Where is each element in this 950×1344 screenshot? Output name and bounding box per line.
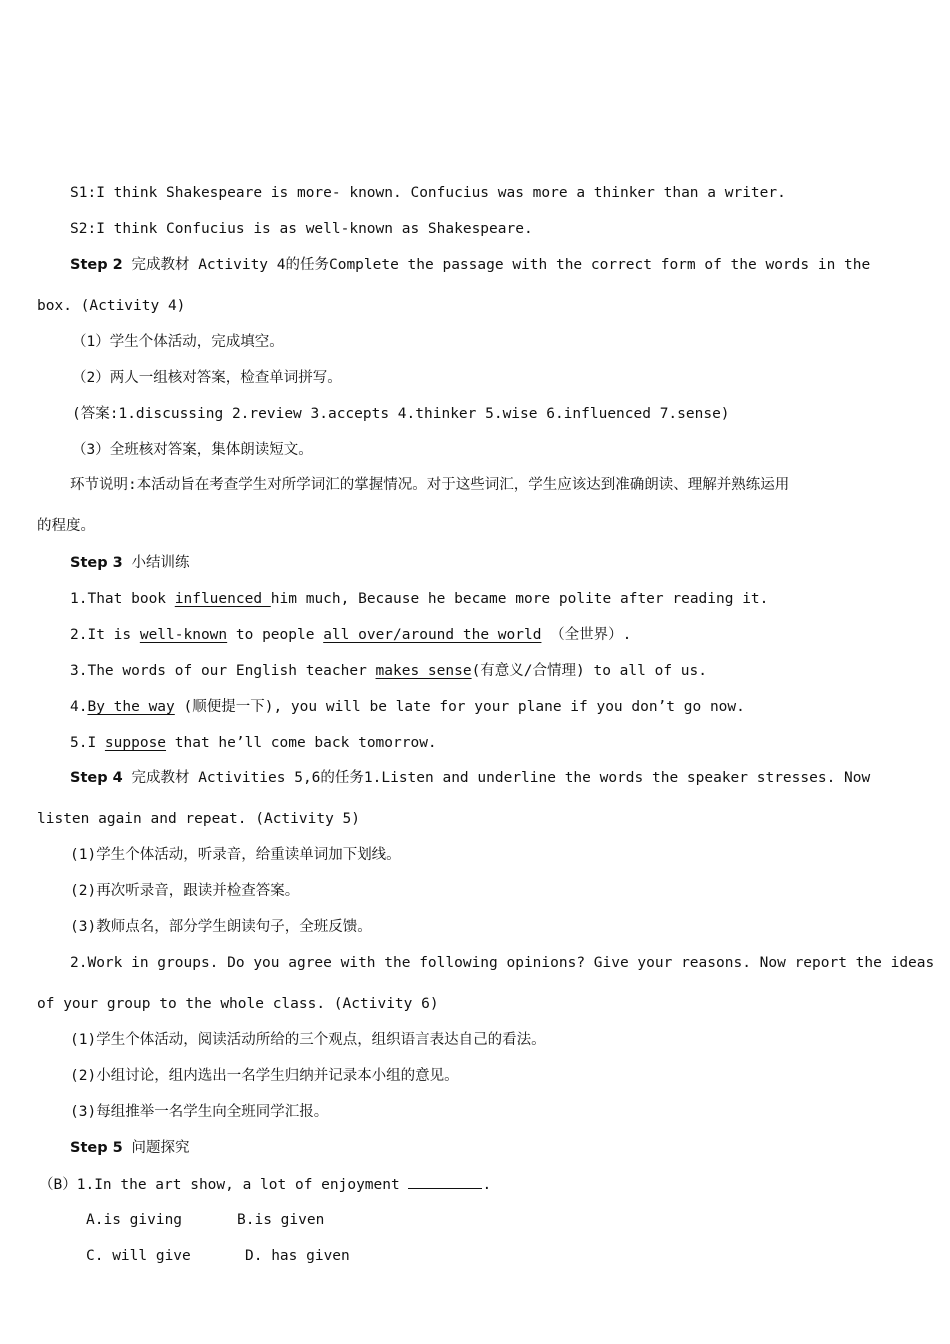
step3-sentence-1: 1.That book influenced him much, Because he became more polite after reading it. [70,591,769,607]
step3-sentence-3: 3.The words of our English teacher makes sense(有意义/合情理) to all of us. [70,663,707,679]
answer-underlined: makes sense [375,663,472,679]
question-1: （B）1.In the art show, a lot of enjoyment . [39,1174,491,1195]
step2-label: Step 2 [70,257,123,273]
step2-note-line2: 的程度。 [37,518,95,534]
step2-answers: (答案:1.discussing 2.review 3.accepts 4.thinker 5.wise 6.influenced 7.sense) [72,406,730,422]
option-c: C. will give [86,1248,191,1264]
step4-item-a1: (1)学生个体活动，听录音，给重读单词加下划线。 [70,847,401,863]
step3-label: Step 3 [70,555,123,571]
answer-underlined: well-known [139,627,228,643]
step5-label: Step 5 [70,1140,123,1156]
step4-line1: 完成教材 Activities 5,6的任务1.Listen and underline the words the speaker stresses. Now [122,770,871,786]
step2-line2: box. (Activity 4) [37,298,186,314]
step3-sentence-4: 4.By the way (顺便提一下), you will be late for your plane if you don’t go now. [70,699,745,715]
step4-item-b1: (1)学生个体活动，阅读活动所给的三个观点，组织语言表达自己的看法。 [70,1032,546,1048]
step4-item-a2: (2)再次听录音，跟读并检查答案。 [70,883,300,899]
option-d: D. has given [245,1248,350,1264]
step4-item-a3: (3)教师点名，部分学生朗读句子，全班反馈。 [70,919,372,935]
step4-heading [70,768,870,788]
answer-underlined: By the way [87,699,175,715]
step4-item-b2: (2)小组讨论，组内选出一名学生归纳并记录本小组的意见。 [70,1068,459,1084]
dialogue-s2: S2:I think Confucius is as well-known as Shakespeare. [70,221,533,237]
step5-title: 问题探究 [131,1140,190,1156]
step2-item-1: （1）学生个体活动，完成填空。 [72,334,284,350]
answer-underlined: all over/around the world [323,627,542,643]
step4-task2-line2: of your group to the whole class. (Activity 6) [37,996,439,1012]
step3-sentence-2: 2.It is well-known to people all over/around the world （全世界）. [70,627,632,643]
step3-heading [70,553,189,573]
option-b: B.is given [237,1212,325,1228]
step2-item-2: （2）两人一组核对答案，检查单词拼写。 [72,370,342,386]
step4-item-b3: (3)每组推举一名学生向全班同学汇报。 [70,1104,329,1120]
option-a: A.is giving [86,1212,183,1228]
step2-item-3: （3）全班核对答案，集体朗读短文。 [72,442,313,458]
step3-title: 小结训练 [131,555,190,571]
answer-blank [408,1174,482,1189]
step2-heading [70,255,870,275]
dialogue-s1: S1:I think Shakespeare is more- known. Confucius was more a thinker than a writer. [70,185,786,201]
step5-heading [70,1138,189,1158]
step2-line1: 完成教材 Activity 4的任务Complete the passage with the correct form of the words in the [122,257,871,273]
step4-task2-line1: 2.Work in groups. Do you agree with the following opinions? Give your reasons. Now report the ideas [70,955,935,971]
step4-line2: listen again and repeat. (Activity 5) [37,811,361,827]
step2-note-line1: 环节说明:本活动旨在考查学生对所学词汇的掌握情况。对于这些词汇，学生应该达到准确朗读、理解并熟练运用 [70,477,790,493]
answer-underlined: suppose [104,735,167,751]
step3-sentence-5: 5.I suppose that he’ll come back tomorrow. [70,735,437,751]
step4-label: Step 4 [70,770,123,786]
answer-underlined: influenced [174,591,271,607]
